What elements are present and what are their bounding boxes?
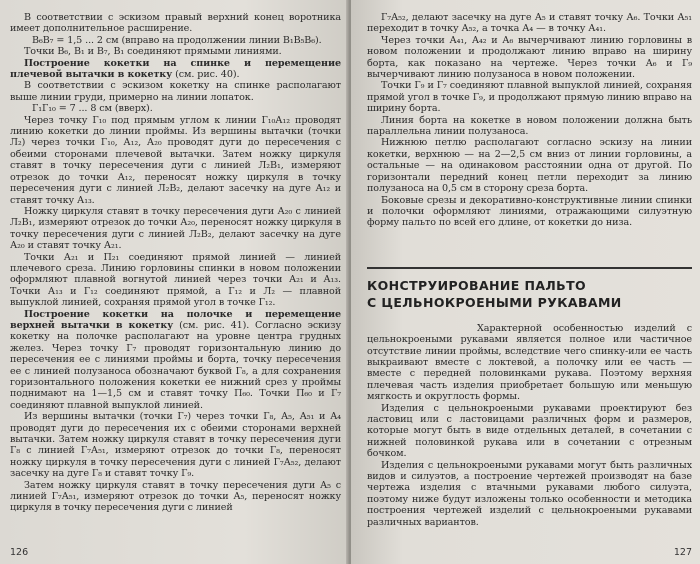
right-page (351, 0, 700, 564)
paragraph: Г₇А₅₂, делают засечку на дуге А₅ и ставят точку А₆. Точки А₅₁ переходит в точку А₅₂, а точка А₄ — в точку А₄₁. (367, 12, 692, 35)
paragraph: В соответствии с эскизом кокетку на спинке располагают выше линии груди, примерно на линии лопаток. (10, 80, 341, 103)
section-heading: Построение кокетки на спинке и перемещение плечевой вытачки в кокетку (10, 57, 341, 81)
section-heading-paragraph (10, 309, 341, 412)
section-heading-tail: (см. рис. 40). (175, 69, 240, 81)
left-page (0, 0, 349, 564)
paragraph: Точки Г₉ и Г₇ соединяют плавной выпуклой линией, сохраняя прямой угол в точке Г₉, и продолжают прямую линию вправо на ширину борта. (367, 80, 692, 115)
paragraph: Точки В₆, В₁ и В₇, В₁ соединяют прямыми линиями. (24, 46, 282, 58)
page-number: 127 (673, 547, 692, 558)
paragraph: Нижнюю петлю располагают согласно эскизу на линии кокетки, верхнюю — на 2—2,5 см вниз от линии горловины, а остальные — на одинаковом расстоянии одна от другой. По горизонтали передний конец петли переходит за линию полузаноса на 0,5 см в сторону среза борта. (367, 137, 692, 195)
paragraph: Через точку Г₁₀ под прямым углом к линии Г₁₀А₁₂ проводят линию кокетки до линии проймы. Из вершины вытачки (точки Л₂) через точки Г₁₀, А₁₂, А₂₀ проводят дуги до пересечения с обеими сторонами плечевой вытачки. Затем ножку циркуля ставят в точку пересечения дуги с линией Л₂В₁, измеряют отрезок до точки А₁₂, переносят ножку циркуля в точку пересечения дуги с линией Л₂В₂, делают засечку на дуге А₁₂ и ставят точку А₁₃. (10, 114, 341, 206)
paragraph: Затем ножку циркуля ставят в точку пересечения дуги А₅ с линией Г₇А₅₁, измеряют отрезок до точки А₅, переносят ножку циркуля в точку пересечения дуги с линией (10, 479, 341, 514)
paragraph: Точки А₂₁ и П₂₁ соединяют прямой линией — линией плечевого среза. Линию горловины спинки в новом положении оформляют плавной вогнутой линией через точки А₂₁ и А₁₃. Точки А₁₃ и Г₁₂ соединяют прямой, а Г₁₂ и Л₂ — плавной выпуклой линией, сохраняя прямой угол в точке Г₁₂. (10, 251, 341, 309)
page-number: 126 (10, 547, 29, 558)
paragraph: Через точки А₄₁, А₄₂ и А₆ вычерчивают линию горловины в новом положении и продолжают линию вправо на ширину борта, как показано на чертеже. Через точки А₆ и Г₉ вычерчивают линию полузаноса в новом положении. (367, 34, 692, 81)
paragraph: Боковые срезы и декоративно-конструктивные линии спинки и полочки оформляют линиями, отражающими силуэтную форму пальто по всей его длине, от кокетки до низа. (367, 194, 692, 229)
paragraph: Линия борта на кокетке в новом положении должна быть параллельна линии полузаноса. (367, 114, 692, 138)
formula: В₆В₇ = 1,5 ... 2 см (вправо на продолжении линии В₁В₅В₆). (32, 34, 322, 46)
paragraph: В соответствии с эскизом правый верхний конец воротника имеет дополнительное расширение. (10, 12, 341, 35)
intro-paragraph: Характерной особенностью изделий с цельнокроеными рукавами является полное или частичное отсутствие линии проймы, вследствие чего спинку-или ее часть выкраивают вместе с локтевой, а полочку или ее часть — вместе с передней половинками рукава. Поэтому верхняя плечевая часть изделия приобретает большую или меньшую мягкость и округлость формы. (367, 322, 692, 403)
section-heading: Построение кокетки на полочке и перемещение верхней вытачки в кокетку (10, 308, 341, 331)
section-heading-paragraph (10, 58, 341, 81)
paragraph: Изделия с цельнокроеными рукавами проектируют без ластовиц или с ластовицами различных форм и размеров, которые могут быть в виде отдельных деталей, в сочетании с нижней половинкой рукава или в сочетании с отрезным бочком. (367, 402, 692, 460)
paragraph: Ножку циркуля ставят в точку пересечения дуги А₂₀ с линией Л₂В₁, измеряют отрезок до точки А₂₀, переносят ножку циркуля в точку пересечения дуги с линией Л₂В₂, делают засечку на дуге А₂₀ и ставят точку А₂₁. (10, 205, 341, 252)
chapter-heading-line: С ЦЕЛЬНОКРОЕНЫМИ РУКАВАМИ (367, 294, 622, 310)
continued-text (367, 12, 692, 229)
chapter-heading (367, 267, 692, 311)
formula: Г₁Г₁₀ = 7 ... 8 см (вверх). (32, 103, 153, 115)
chapter-heading-line: КОНСТРУИРОВАНИЕ ПАЛЬТО (367, 277, 587, 293)
paragraph: Из вершины вытачки (точки Г₇) через точки Г₈, А₅, А₅₁ и А₄ проводят дуги до пересечения их с обеими сторонами верхней вытачки. Затем ножку циркуля ставят в точку пересечения дуги Г₈ с линией Г₇А₅₁, измеряют отрезок до точки Г₈, переносят ножку циркуля в точку пересечения дуги с линией Г₇А₅₂, делают засечку на дуге Г₈ и ставят точку Г₉. (10, 411, 341, 480)
section-heading-tail: (см. рис. 41). Согласно эскизу кокетку на полочке располагают на уровне центра грудных желез. Через точку Г₇ проводят горизонтальную линию до пересечения ее с линиями проймы и борта, точку пересечения ее с линией полузаноса обозначают буквой Г₈, а для сохранения горизонтального положения кокетки ее нижний срез у проймы поднимают на 1—1,5 см и ставят точку П₆₀. Точки П₆₀ и Г₇ соединяют плавной выпуклой линией. (10, 319, 341, 411)
paragraph: Изделия с цельнокроеными рукавами могут быть различных видов и силуэтов, а построение чертежей производят на базе чертежа изделия с втачными рукавами любого силуэта, поэтому ниже будут изложены только особенности и методика построения чертежей изделий с цельнокроеными рукавами различных вариантов. (367, 459, 692, 528)
